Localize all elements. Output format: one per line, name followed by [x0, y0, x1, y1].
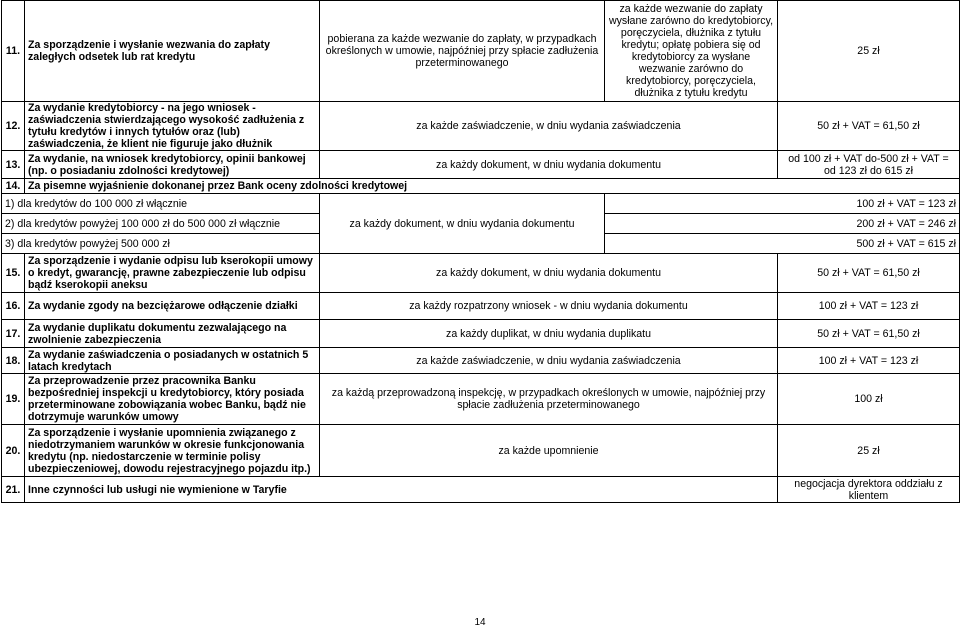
fee-amount: 25 zł: [778, 425, 960, 477]
service-description: Za wydanie, na wniosek kredytobiorcy, opinii bankowej (np. o posiadaniu zdolności kredytowej): [25, 151, 320, 179]
table-row: [2, 425, 960, 477]
row-number: 11.: [2, 1, 25, 102]
fee-amount: 50 zł + VAT = 61,50 zł: [778, 102, 960, 151]
fee-amount: 25 zł: [778, 1, 960, 102]
row-number: 16.: [2, 293, 25, 320]
sub-item: 2) dla kredytów powyżej 100 000 zł do 500 000 zł włącznie: [2, 214, 320, 234]
fee-amount: negocjacja dyrektora oddziału z klientem: [778, 477, 960, 503]
table-row: [2, 348, 960, 374]
fee-amount: 100 zł + VAT = 123 zł: [778, 293, 960, 320]
fee-amount: od 100 zł + VAT do-500 zł + VAT = od 123 zł do 615 zł: [778, 151, 960, 179]
fee-amount: 200 zł + VAT = 246 zł: [605, 214, 960, 234]
fee-amount: 50 zł + VAT = 61,50 zł: [778, 254, 960, 293]
table-row: [2, 293, 960, 320]
charge-basis: za każdy rozpatrzony wniosek - w dniu wydania dokumentu: [320, 293, 778, 320]
charge-basis: za każde upomnienie: [320, 425, 778, 477]
fee-amount: 50 zł + VAT = 61,50 zł: [778, 320, 960, 348]
service-description: Za wydanie kredytobiorcy - na jego wniosek - zaświadczenia stwierdzającego wysokość zadłużenia z tytułu kredytów i innych tytułów oraz (lub) zaświadczenia, że klient nie figuruje jako dłużnik: [25, 102, 320, 151]
service-description: Za wydanie zgody na bezciężarowe odłączenie działki: [25, 293, 320, 320]
charge-basis: za każde zaświadczenie, w dniu wydania zaświadczenia: [320, 102, 778, 151]
sub-item: 1) dla kredytów do 100 000 zł włącznie: [2, 194, 320, 214]
service-description: Za przeprowadzenie przez pracownika Banku bezpośredniej inspekcji u kredytobiorcy, który posiada przeterminowane zobowiązania wobec Banku, bądź nie dotrzymuje warunków umowy: [25, 374, 320, 425]
page-number: 14: [474, 617, 486, 628]
table-row: [2, 179, 960, 194]
table-row: [2, 194, 960, 214]
charge-basis: pobierana za każde wezwanie do zapłaty, w przypadkach określonych w umowie, najpóźniej przy spłacie zadłużenia przeterminowanego: [320, 1, 605, 102]
service-description: Za pisemne wyjaśnienie dokonanej przez Bank oceny zdolności kredytowej: [25, 179, 960, 194]
fee-amount: 100 zł: [778, 374, 960, 425]
service-description: Za sporządzenie i wysłanie upomnienia związanego z niedotrzymaniem warunków w okresie funkcjonowania kredytu (np. niedostarczenie w terminie polisy ubezpieczeniowej, dowodu rejestracyjnego pojazdu itp.): [25, 425, 320, 477]
table-row: [2, 151, 960, 179]
row-number: 13.: [2, 151, 25, 179]
row-number: 14.: [2, 179, 25, 194]
fee-amount: 100 zł + VAT = 123 zł: [778, 348, 960, 374]
service-description: Inne czynności lub usługi nie wymienione w Taryfie: [25, 477, 778, 503]
service-description: Za sporządzenie i wysłanie wezwania do zapłaty zaległych odsetek lub rat kredytu: [25, 1, 320, 102]
row-number: 21.: [2, 477, 25, 503]
charge-note: za każde wezwanie do zapłaty wysłane zarówno do kredytobiorcy, poręczyciela, dłużnika z tytułu kredytu; opłatę pobiera się od kredytobiorcy za wysłane wezwanie zarówno do kredytobiorcy, poręczyciela, dłużnika z tytułu kredytu: [605, 1, 778, 102]
charge-basis: za każdy duplikat, w dniu wydania duplikatu: [320, 320, 778, 348]
row-number: 15.: [2, 254, 25, 293]
table-row: [2, 374, 960, 425]
table-row: [2, 254, 960, 293]
row-number: 17.: [2, 320, 25, 348]
row-number: 12.: [2, 102, 25, 151]
sub-item: 3) dla kredytów powyżej 500 000 zł: [2, 234, 320, 254]
charge-basis: za każdy dokument, w dniu wydania dokumentu: [320, 194, 605, 254]
row-number: 19.: [2, 374, 25, 425]
charge-basis: za każdą przeprowadzoną inspekcję, w przypadkach określonych w umowie, najpóźniej przy spłacie zadłużenia przeterminowanego: [320, 374, 778, 425]
fee-amount: 500 zł + VAT = 615 zł: [605, 234, 960, 254]
charge-basis: za każdy dokument, w dniu wydania dokumentu: [320, 254, 778, 293]
table-row: [2, 102, 960, 151]
row-number: 18.: [2, 348, 25, 374]
charge-basis: za każde zaświadczenie, w dniu wydania zaświadczenia: [320, 348, 778, 374]
service-description: Za wydanie duplikatu dokumentu zezwalającego na zwolnienie zabezpieczenia: [25, 320, 320, 348]
fee-amount: 100 zł + VAT = 123 zł: [605, 194, 960, 214]
table-row: [2, 477, 960, 503]
table-row: [2, 1, 960, 102]
service-description: Za sporządzenie i wydanie odpisu lub kserokopii umowy o kredyt, gwarancję, prawne zabezpieczenie lub odpisu bądź kserokopii aneksu: [25, 254, 320, 293]
table-row: [2, 320, 960, 348]
row-number: 20.: [2, 425, 25, 477]
service-description: Za wydanie zaświadczenia o posiadanych w ostatnich 5 latach kredytach: [25, 348, 320, 374]
fee-schedule-table: [1, 0, 960, 503]
charge-basis: za każdy dokument, w dniu wydania dokumentu: [320, 151, 778, 179]
